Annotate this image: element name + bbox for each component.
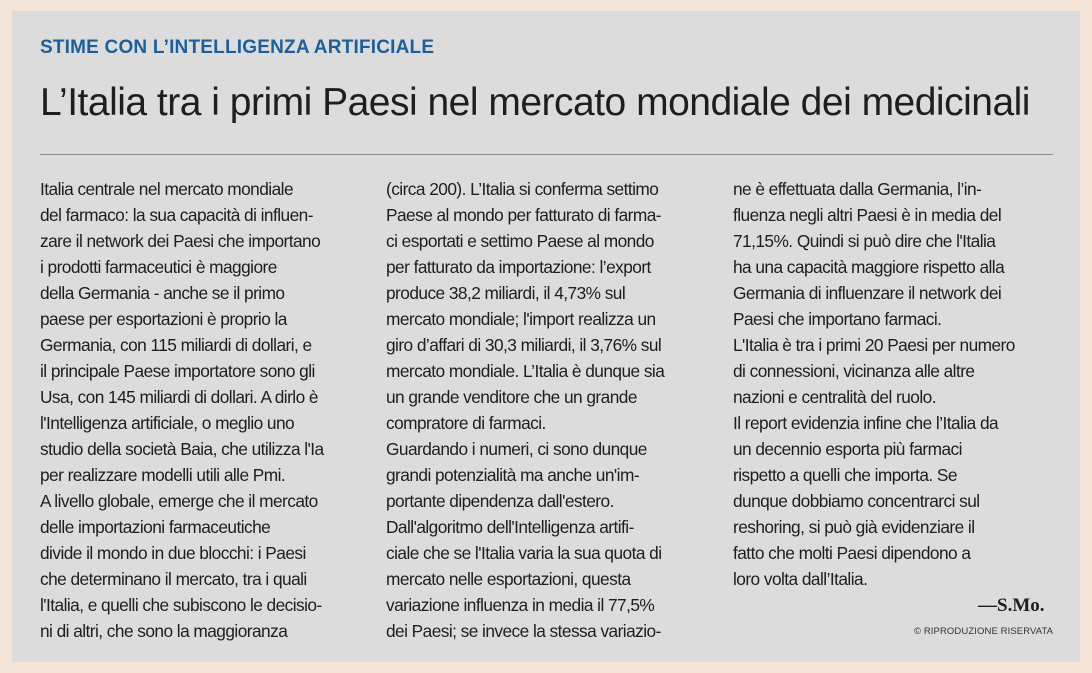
body-text-line: L'Italia è tra i primi 20 Paesi per numero bbox=[733, 335, 1015, 355]
article-column-2 bbox=[386, 176, 716, 644]
article-kicker: STIME CON L’INTELLIGENZA ARTIFICIALE bbox=[40, 37, 435, 58]
body-text-line: ci esportati e settimo Paese al mondo bbox=[386, 231, 654, 251]
body-text-line: giro d’affari di 30,3 miliardi, il 3,76% sul bbox=[386, 335, 662, 355]
article-column-1 bbox=[40, 176, 370, 644]
body-text-line: il principale Paese importatore sono gli bbox=[40, 361, 315, 381]
body-text-line: produce 38,2 miliardi, il 4,73% sul bbox=[386, 283, 626, 303]
article-headline: L’Italia tra i primi Paesi nel mercato mondiale dei medicinali bbox=[40, 81, 1030, 124]
body-text-line: un grande venditore che un grande bbox=[386, 387, 637, 407]
body-text-line: (circa 200). L’Italia si conferma settimo bbox=[386, 179, 659, 199]
body-text-line: mercato mondiale. L’Italia è dunque sia bbox=[386, 361, 665, 381]
body-text-line: loro volta dall’Italia. bbox=[733, 569, 868, 589]
body-text-line: per fatturato da importazione: l’export bbox=[386, 257, 651, 277]
body-text-line: Guardando i numeri, ci sono dunque bbox=[386, 439, 647, 459]
body-text-line: un decennio esporta più farmaci bbox=[733, 439, 962, 459]
body-text-line: dunque dobbiamo concentrarci sul bbox=[733, 491, 980, 511]
body-text-line: l'Italia, e quelli che subiscono le decisio- bbox=[40, 595, 322, 615]
body-text-line: studio della società Baia, che utilizza l'Ia bbox=[40, 439, 324, 459]
body-text-line: i prodotti farmaceutici è maggiore bbox=[40, 257, 277, 277]
body-text-line: zare il network dei Paesi che importano bbox=[40, 231, 321, 251]
body-text-line: fluenza negli altri Paesi è in media del bbox=[733, 205, 1002, 225]
body-text-line: ne è effettuata dalla Germania, l’in- bbox=[733, 179, 982, 199]
body-text-line: paese per esportazioni è proprio la bbox=[40, 309, 287, 329]
author-signature: —S.Mo. bbox=[978, 595, 1045, 616]
body-text-line: ha una capacità maggiore rispetto alla bbox=[733, 257, 1005, 277]
body-text-line: variazione influenza in media il 77,5% bbox=[386, 595, 655, 615]
body-text-line: per realizzare modelli utili alle Pmi. bbox=[40, 465, 286, 485]
body-text-line: dei Paesi; se invece la stessa variazio- bbox=[386, 621, 661, 641]
body-text-line: che determinano il mercato, tra i quali bbox=[40, 569, 307, 589]
body-text-line: grandi potenzialità ma anche un'im- bbox=[386, 465, 640, 485]
body-text-line: delle importazioni farmaceutiche bbox=[40, 517, 271, 537]
copyright-notice: © RIPRODUZIONE RISERVATA bbox=[914, 626, 1054, 637]
headline-divider bbox=[40, 154, 1053, 155]
body-text-line: Germania di influenzare il network dei bbox=[733, 283, 1002, 303]
body-text-line: reshoring, si può già evidenziare il bbox=[733, 517, 975, 537]
body-text-line: Dall'algoritmo dell'Intelligenza artifi- bbox=[386, 517, 634, 537]
body-text-line: compratore di farmaci. bbox=[386, 413, 546, 433]
body-text-line: Germania, con 115 miliardi di dollari, e bbox=[40, 335, 312, 355]
body-text-line: 71,15%. Quindi si può dire che l'Italia bbox=[733, 231, 996, 251]
body-text-line: Il report evidenzia infine che l’Italia da bbox=[733, 413, 999, 433]
body-text-line: mercato nelle esportazioni, questa bbox=[386, 569, 631, 589]
body-text-line: divide il mondo in due blocchi: i Paesi bbox=[40, 543, 306, 563]
body-text-line: Usa, con 145 miliardi di dollari. A dirlo è bbox=[40, 387, 318, 407]
body-text-line: Paesi che importano farmaci. bbox=[733, 309, 942, 329]
article-panel bbox=[12, 11, 1080, 662]
body-text-line: rispetto a quelli che importa. Se bbox=[733, 465, 957, 485]
body-text-line: A livello globale, emerge che il mercato bbox=[40, 491, 318, 511]
body-text-line: mercato mondiale; l'import realizza un bbox=[386, 309, 656, 329]
body-text-line: ciale che se l'Italia varia la sua quota di bbox=[386, 543, 662, 563]
body-text-line: del farmaco: la sua capacità di influen- bbox=[40, 205, 313, 225]
body-text-line: fatto che molti Paesi dipendono a bbox=[733, 543, 971, 563]
body-text-line: portante dipendenza dall'estero. bbox=[386, 491, 614, 511]
body-text-line: l'Intelligenza artificiale, o meglio uno bbox=[40, 413, 295, 433]
body-text-line: della Germania - anche se il primo bbox=[40, 283, 285, 303]
body-text-line: di connessioni, vicinanza alle altre bbox=[733, 361, 975, 381]
body-text-line: ni di altri, che sono la maggioranza bbox=[40, 621, 288, 641]
body-text-line: nazioni e centralità del ruolo. bbox=[733, 387, 936, 407]
body-text-line: Italia centrale nel mercato mondiale bbox=[40, 179, 294, 199]
article-column-3 bbox=[733, 176, 1063, 592]
body-text-line: Paese al mondo per fatturato di farma- bbox=[386, 205, 661, 225]
